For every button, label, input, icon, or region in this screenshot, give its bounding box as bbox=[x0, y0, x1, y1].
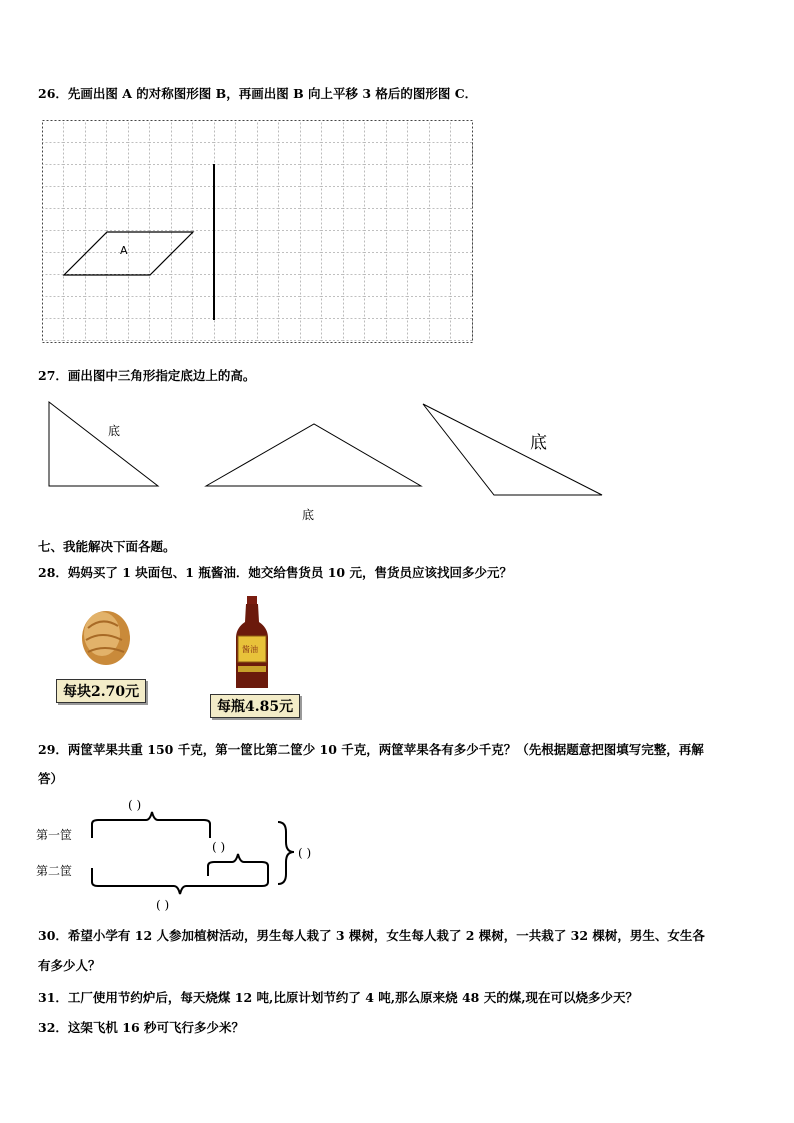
triangle-2 bbox=[206, 424, 421, 486]
bread-price-tag: 每块2.70元 bbox=[56, 679, 146, 703]
blank-difference[interactable]: ( ) bbox=[212, 840, 226, 854]
section-7-heading: 七、我能解决下面各题。 bbox=[38, 539, 176, 554]
shape-a-label: A bbox=[120, 244, 128, 257]
bottle-price-tag: 每瓶4.85元 bbox=[210, 694, 300, 718]
blank-first[interactable]: ( ) bbox=[128, 798, 142, 812]
question-32: 32．这架飞机 16 秒可飞行多少米？ bbox=[38, 1020, 244, 1035]
grid-figure bbox=[42, 120, 474, 348]
question-29-line1: 29．两筐苹果共重 150 千克，第一筐比第二筐少 10 千克，两筐苹果各有多少千克？（先根据题意把图填写完整，再解 bbox=[38, 742, 704, 757]
question-28: 28．妈妈买了 1 块面包、1 瓶酱油．她交给售货员 10 元，售货员应该找回多少元？ bbox=[38, 565, 512, 580]
bottle-label: 酱油 bbox=[242, 645, 258, 654]
blank-second[interactable]: ( ) bbox=[156, 898, 170, 912]
line-diagram bbox=[36, 796, 366, 920]
triangles-figure bbox=[40, 398, 610, 522]
base-label-3: 底 bbox=[530, 433, 547, 453]
base-label-1: 底 bbox=[108, 424, 121, 438]
question-30-line1: 30．希望小学有 12 人参加植树活动，男生每人栽了 3 棵树，女生每人栽了 2 棵树，一共栽了 32 棵树，男生、女生各 bbox=[38, 928, 705, 943]
row-label-second: 第二筐 bbox=[36, 864, 73, 878]
blank-total[interactable]: ( ) bbox=[298, 846, 312, 860]
question-26: 26．先画出图 A 的对称图形图 B，再画出图 B 向上平移 3 格后的图形图 C． bbox=[38, 86, 478, 101]
question-30-line2: 有多少人？ bbox=[38, 958, 101, 973]
triangle-1 bbox=[49, 402, 158, 486]
question-27: 27．画出图中三角形指定底边上的高。 bbox=[38, 368, 256, 383]
soy-sauce-bottle-icon bbox=[232, 596, 272, 696]
question-31: 31．工厂使用节约炉后，每天烧煤 12 吨,比原计划节约了 4 吨,那么原来烧 48 天的煤,现在可以烧多少天？ bbox=[38, 990, 639, 1005]
base-label-2: 底 bbox=[302, 508, 315, 522]
bread-icon bbox=[78, 608, 134, 672]
row-label-first: 第一筐 bbox=[36, 828, 73, 842]
question-29-line2: 答） bbox=[38, 771, 64, 786]
triangle-3 bbox=[423, 404, 602, 495]
